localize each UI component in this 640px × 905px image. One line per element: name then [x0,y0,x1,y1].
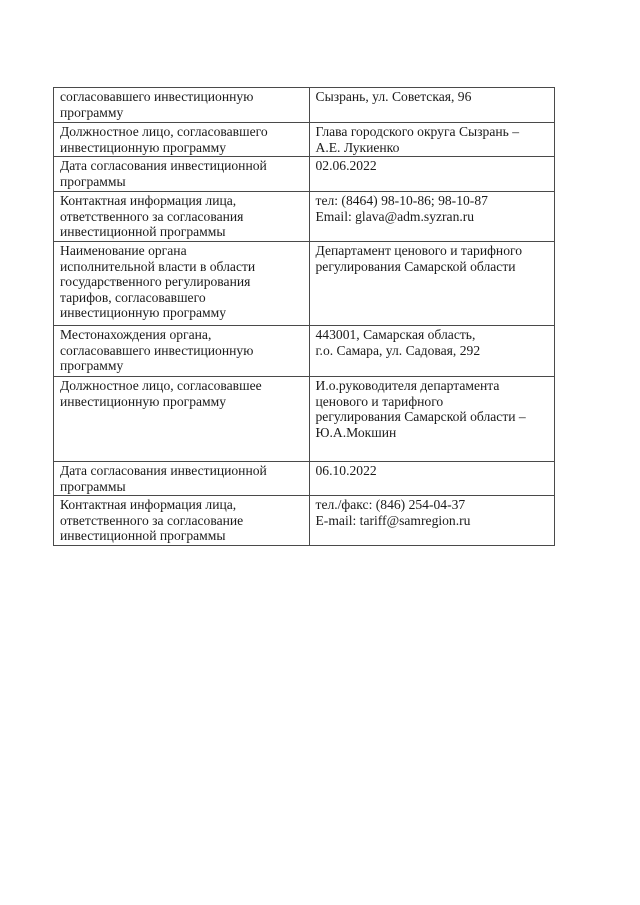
row-value: И.о.руководителя департамента ценового и тарифного регулирования Самарской области – Ю.А.Мокшин [309,377,555,462]
table-row [54,157,555,192]
row-label: Контактная информация лица, ответственного за согласование инвестиционной программы [54,496,310,546]
table-row [54,377,555,462]
row-label: Дата согласования инвестиционной программы [54,462,310,496]
row-value: Сызрань, ул. Советская, 96 [309,88,555,123]
row-label: Должностное лицо, согласовавшее инвестиционную программу [54,377,310,462]
row-label: Наименование органа исполнительной власти в области государственного регулирования тарифов, согласовавшего инвестиционную программу [54,242,310,326]
row-label: Контактная информация лица, ответственного за согласования инвестиционной программы [54,192,310,242]
table-row [54,462,555,496]
row-label: Должностное лицо, согласовавшего инвестиционную программу [54,123,310,157]
row-value: 443001, Самарская область, г.о. Самара, ул. Садовая, 292 [309,326,555,377]
row-value: 02.06.2022 [309,157,555,192]
table-row [54,496,555,546]
investment-program-info-table [53,87,555,546]
row-label: Дата согласования инвестиционной программы [54,157,310,192]
row-value: тел: (8464) 98-10-86; 98-10-87 Email: glava@adm.syzran.ru [309,192,555,242]
row-label: согласовавшего инвестиционную программу [54,88,310,123]
table-row [54,192,555,242]
table-row [54,326,555,377]
table-row [54,88,555,123]
row-value: Департамент ценового и тарифного регулирования Самарской области [309,242,555,326]
table-row [54,242,555,326]
table-row [54,123,555,157]
row-value: 06.10.2022 [309,462,555,496]
row-value: Глава городского округа Сызрань – А.Е. Лукиенко [309,123,555,157]
row-label: Местонахождения органа, согласовавшего инвестиционную программу [54,326,310,377]
row-value: тел./факс: (846) 254-04-37 E-mail: tariff@samregion.ru [309,496,555,546]
